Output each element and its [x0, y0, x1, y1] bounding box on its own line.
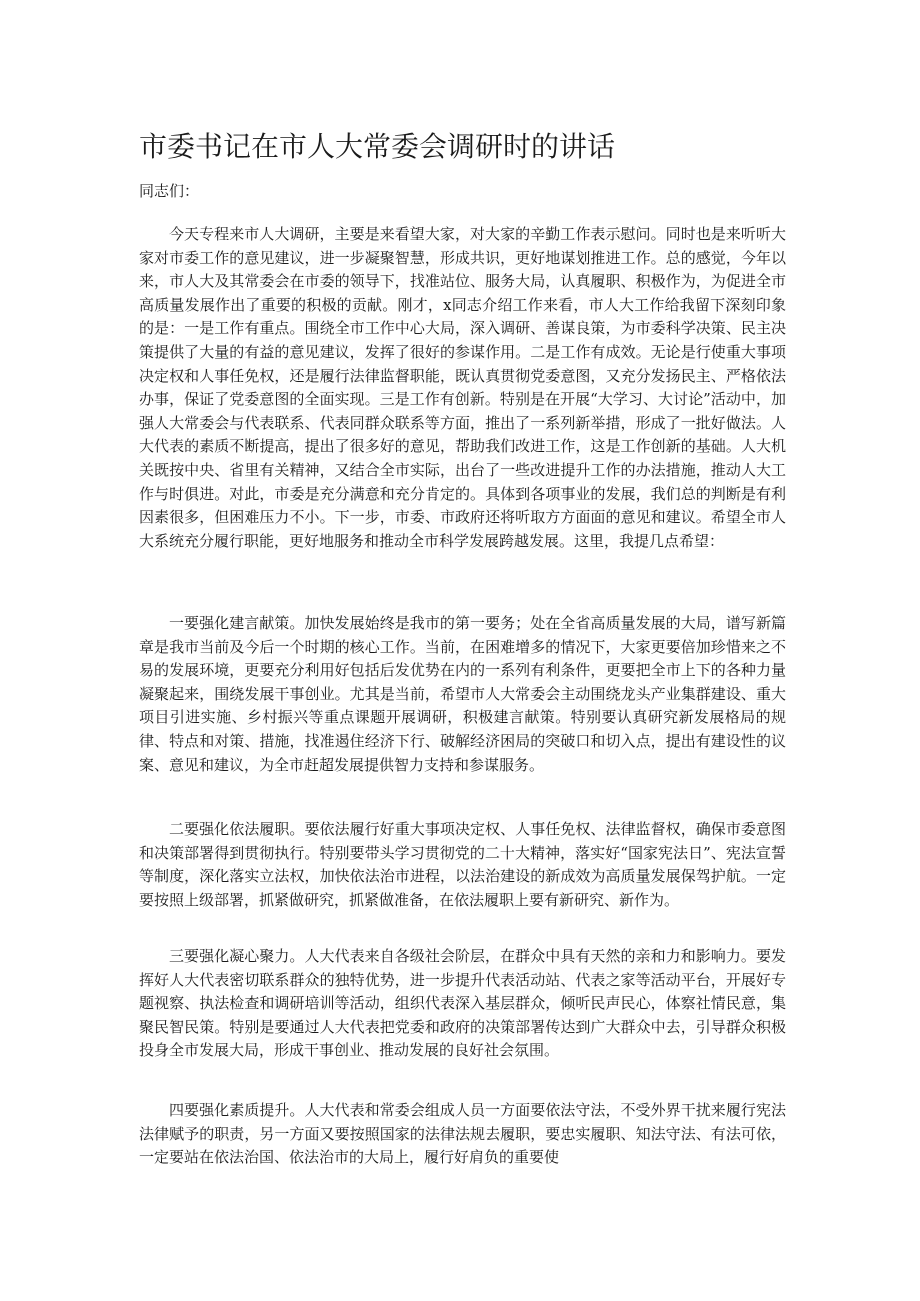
paragraph-point-2: 二要强化依法履职。要依法履行好重大事项决定权、人事任免权、法律监督权，确保市委意图和决策部署得到贯彻执行。特别要带头学习贯彻党的二十大精神，落实好“国家宪法日”、宪法宣誓等制度，深化落实立法权，加快依法治市进程，以法治建设的新成效为高质量发展保驾护航。一定要按照上级部署，抓紧做研究，抓紧做准备，在依法履职上要有新研究、新作为。 [139, 820, 786, 909]
document-title: 市委书记在市人大常委会调研时的讲话 [139, 130, 616, 163]
paragraph-point-4: 四要强化素质提升。人大代表和常委会组成人员一方面要依法守法，不受外界干扰来履行宪法法律赋予的职责，另一方面又要按照国家的法律法规去履职，要忠实履职、知法守法、有法可依，一定要站在依法治国、依法治市的大局上，履行好肩负的重要使 [139, 1101, 786, 1167]
paragraph-point-3: 三要强化凝心聚力。人大代表来自各级社会阶层，在群众中具有天然的亲和力和影响力。要发挥好人大代表密切联系群众的独特优势，进一步提升代表活动站、代表之家等活动平台，开展好专题视察、执法检查和调研培训等活动，组织代表深入基层群众，倾听民声民心，体察社情民意，集聚民智民策。特别是要通过人大代表把党委和政府的决策部署传达到广大群众中去，引导群众积极投身全市发展大局，形成干事创业、推动发展的良好社会氛围。 [139, 947, 786, 1060]
paragraph-point-1: 一要强化建言献策。加快发展始终是我市的第一要务；处在全省高质量发展的大局，谱写新篇章是我市当前及今后一个时期的核心工作。当前，在困难增多的情况下，大家更要倍加珍惜来之不易的发展环境，更要充分利用好包括后发优势在内的一系列有利条件，更要把全市上下的各种力量凝聚起来，围绕发展干事创业。尤其是当前，希望市人大常委会主动围绕龙头产业集群建设、重大项目引进实施、乡村振兴等重点课题开展调研，积极建言献策。特别要认真研究新发展格局的规律、特点和对策、措施，找准遏住经济下行、破解经济困局的突破口和切入点，提出有建设性的议案、意见和建议，为全市赶超发展提供智力支持和参谋服务。 [139, 614, 786, 774]
paragraph-intro: 今天专程来市人大调研，主要是来看望大家，对大家的辛勤工作表示慰问。同时也是来听听大家对市委工作的意见建议，进一步凝聚智慧，形成共识，更好地谋划推进工作。总的感觉，今年以来，市人大及其常委会在市委的领导下，找准站位、服务大局，认真履职、积极作为，为促进全市高质量发展作出了重要的积极的贡献。刚才，x同志介绍工作来看，市人大工作给我留下深刻印象的是：一是工作有重点。围绕全市工作中心大局，深入调研、善谋良策，为市委科学决策、民主决策提供了大量的有益的意见建议，发挥了很好的参谋作用。二是工作有成效。无论是行使重大事项决定权和人事任免权，还是履行法律监督职能，既认真贯彻党委意图，又充分发扬民主、严格依法办事，保证了党委意图的全面实现。三是工作有创新。特别是在开展“大学习、大讨论”活动中，加强人大常委会与代表联系、代表同群众联系等方面，推出了一系列新举措，形成了一批好做法。人大代表的素质不断提高，提出了很多好的意见，帮助我们改进工作，这是工作创新的基础。人大机关既按中央、省里有关精神，又结合全市实际，出台了一些改进提升工作的办法措施，推动人大工作与时俱进。对此，市委是充分满意和充分肯定的。具体到各项事业的发展，我们总的判断是有利因素很多，但困难压力不小。下一步，市委、市政府还将听取方方面面的意见和建议。希望全市人大系统充分履行职能，更好地服务和推动全市科学发展跨越发展。这里，我提几点希望： [139, 225, 786, 550]
salutation: 同志们： [139, 182, 200, 200]
